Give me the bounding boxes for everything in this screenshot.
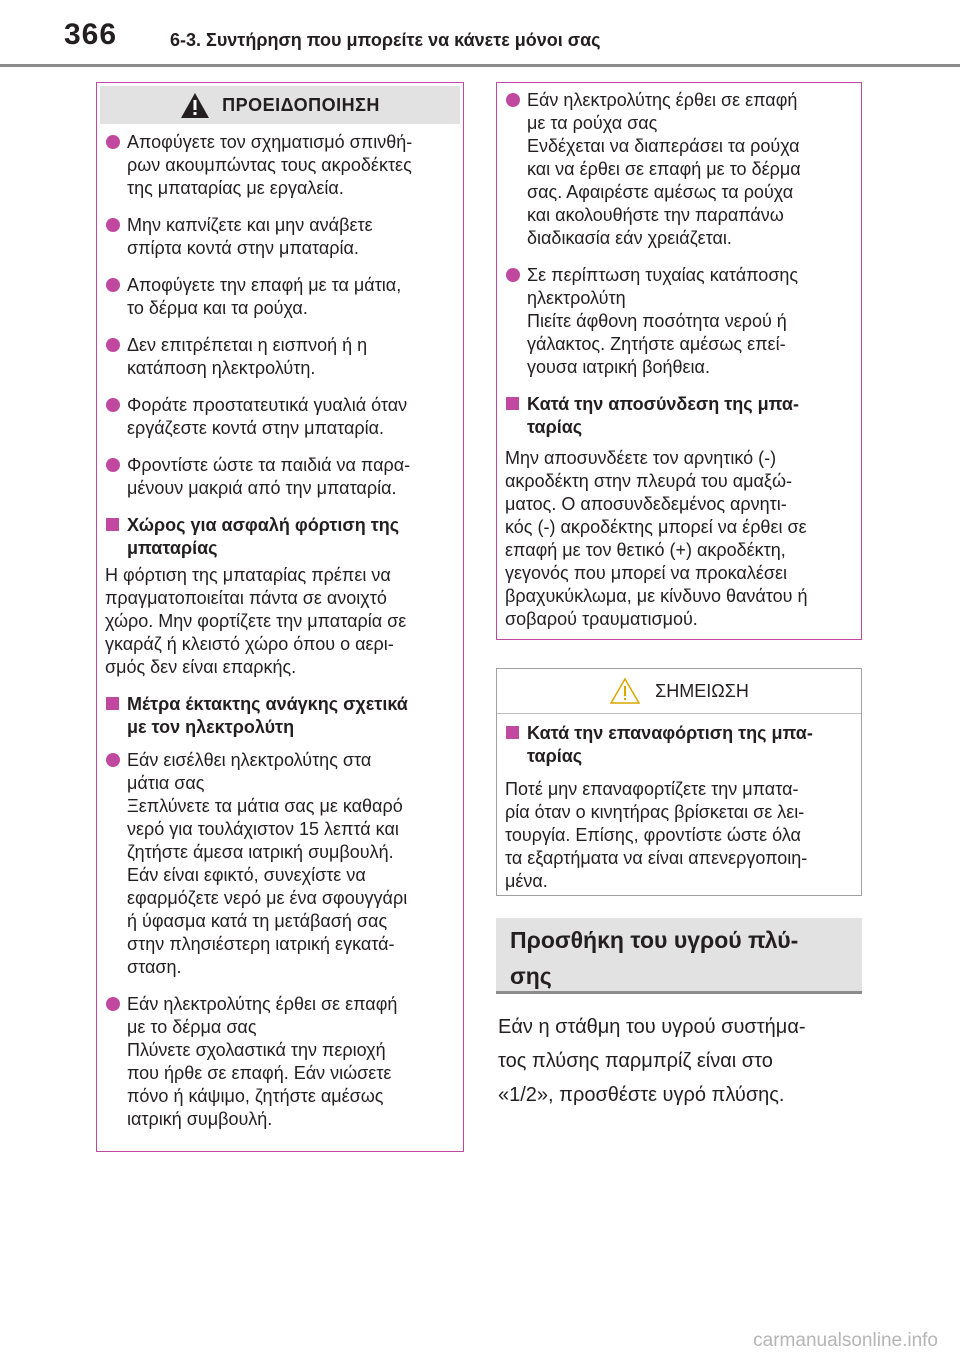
recharge-text: Ποτέ μην επαναφορτίζετε την μπατα- ρία όταν ο κινητήρας βρίσκεται σε λει- τουργία. Επίσης, φροντίστε ώστε όλα τα εξαρτήματα να είναι απενεργοποιη- μένα.	[505, 779, 808, 891]
note-box	[496, 668, 862, 896]
warning-bullet: Μην καπνίζετε και μην ανάβετε σπίρτα κοντά στην μπαταρία.	[105, 214, 463, 260]
page-header	[0, 0, 960, 70]
recharge-heading: Κατά την επαναφόρτιση της μπα- ταρίας	[505, 722, 861, 768]
charging-heading: Χώρος για ασφαλή φόρτιση της μπαταρίας	[105, 514, 463, 560]
disconnect-text: Μην αποσυνδέετε τον αρνητικό (-) ακροδέκτη στην πλευρά του αμαξώ- ματος. Ο αποσυνδεδεμένος αρνητι- κός (-) ακροδέκτης μπορεί να έρθει σε επαφή με τον θετικό (+) ακροδέκτη, γεγονός που μπορεί να προκαλέσει βραχυκύκλωμα, με κίνδυνο θανάτου ή σοβαρού τραυματισμού.	[505, 448, 808, 629]
page-number: 366	[64, 18, 118, 51]
square-bullet-icon	[106, 518, 119, 531]
warning-title-bar	[100, 86, 460, 124]
warning-bullet: Αποφύγετε την επαφή με τα μάτια, το δέρμα και τα ρούχα.	[105, 274, 463, 320]
warning-bullet: Εάν ηλεκτρολύτης έρθει σε επαφή με τα ρούχα σας Ενδέχεται να διαπεράσει τα ρούχα και να έρθει σε επαφή με το δέρμα σας. Αφαιρέστε αμέσως τα ρούχα και ακολουθήστε την παραπάνω διαδικασία εάν χρειάζεται.	[505, 89, 861, 250]
warning-title: ΠΡΟΕΙΔΟΠΟΙΗΣΗ	[222, 94, 380, 115]
bullet-dot-icon	[506, 93, 520, 107]
header-divider	[0, 64, 960, 67]
warning-box	[96, 82, 464, 1152]
warning-bullet: Φροντίστε ώστε τα παιδιά να παρα- μένουν μακριά από την μπαταρία.	[105, 454, 463, 500]
square-bullet-icon	[506, 726, 519, 739]
warning-continued-content	[497, 83, 861, 631]
washer-fluid-heading: Προσθήκη του υγρού πλύ- σης	[496, 918, 862, 994]
warning-bullet: Αποφύγετε τον σχηματισμό σπινθή- ρων ακουμπώντας τους ακροδέκτες της μπαταρίας με εργαλεία.	[105, 131, 463, 200]
footer-watermark: carmanualsonline.info	[753, 1330, 938, 1351]
warning-continued-box	[496, 82, 862, 640]
bullet-dot-icon	[106, 753, 120, 767]
emergency-bullet: Εάν ηλεκτρολύτης έρθει σε επαφή με το δέρμα σας Πλύνετε σχολαστικά την περιοχή που ήρθε σε επαφή. Εάν νιώσετε πόνο ή κάψιμο, ζητήστε αμέσως ιατρική συμβουλή.	[105, 993, 463, 1131]
bullet-dot-icon	[106, 135, 120, 149]
charging-text: Η φόρτιση της μπαταρίας πρέπει να πραγματοποιείται πάντα σε ανοιχτό χώρο. Μην φορτίζετε την μπαταρία σε γκαράζ ή κλειστό χώρο όπου ο αερι- σμός δεν είναι επαρκής.	[105, 565, 407, 677]
bullet-dot-icon	[106, 458, 120, 472]
caution-outline-icon	[609, 677, 641, 705]
washer-fluid-text: Εάν η στάθμη του υγρού συστήμα- τος πλύσης παρμπρίζ είναι στο «1/2», προσθέστε υγρό πλύσης.	[498, 1016, 806, 1106]
bullet-dot-icon	[106, 338, 120, 352]
warning-bullet: Δεν επιτρέπεται η εισπνοή ή η κατάποση ηλεκτρολύτη.	[105, 334, 463, 380]
emergency-bullet: Εάν εισέλθει ηλεκτρολύτης στα μάτια σας Ξεπλύνετε τα μάτια σας με καθαρό νερό για τουλάχιστον 15 λεπτά και ζητήστε άμεσα ιατρική συμβουλή. Εάν είναι εφικτό, συνεχίστε να εφαρμόζετε νερό με ένα σφουγγάρι ή ύφασμα κατά τη μετάβασή σας στην πλησιέστερη ιατρική εγκατά- σταση.	[105, 749, 463, 979]
bullet-dot-icon	[106, 278, 120, 292]
emergency-heading: Μέτρα έκτακτης ανάγκης σχετικά με τον ηλεκτρολύτη	[105, 693, 463, 739]
warning-bullet: Σε περίπτωση τυχαίας κατάποσης ηλεκτρολύτη Πιείτε άφθονη ποσότητα νερού ή γάλακτος. Ζητήστε αμέσως επεί- γουσα ιατρική βοήθεια.	[505, 264, 861, 379]
section-title: 6-3. Συντήρηση που μπορείτε να κάνετε μόνοι σας	[170, 30, 601, 50]
disconnect-heading: Κατά την αποσύνδεση της μπα- ταρίας	[505, 393, 861, 439]
square-bullet-icon	[506, 397, 519, 410]
bullet-dot-icon	[106, 398, 120, 412]
bullet-dot-icon	[106, 218, 120, 232]
warning-bullet: Φοράτε προστατευτικά γυαλιά όταν εργάζεστε κοντά στην μπαταρία.	[105, 394, 463, 440]
warning-content	[97, 127, 463, 1131]
note-title-bar	[497, 669, 861, 714]
note-title: ΣΗΜΕΙΩΣΗ	[655, 680, 749, 701]
bullet-dot-icon	[506, 268, 520, 282]
note-content	[497, 722, 861, 893]
bullet-dot-icon	[106, 997, 120, 1011]
warning-triangle-icon	[180, 92, 210, 119]
square-bullet-icon	[106, 697, 119, 710]
